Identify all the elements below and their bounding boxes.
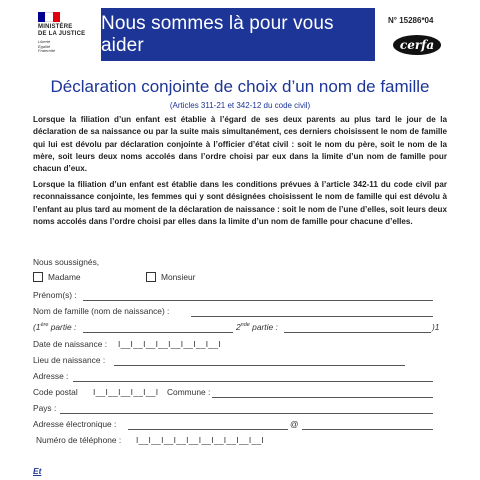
second-part-label [236,322,278,332]
cerfa-logo [392,34,442,56]
phone-label: Numéro de téléphone : [36,435,122,445]
ministry-logo [38,12,98,54]
email-label: Adresse électronique : [33,419,117,429]
second-part-text: partie : [249,322,278,332]
intro-paragraph-2: Lorsque la filiation d’un enfant est établie dans les conditions prévues à l’article 342-11 du code civil par reconnaissance conjointe, les femmes qui y sont désignées choisissent le nom de famille qui est dévolu à l’enfant au plus tard au moment de la déclaration de naissance : soit le nom de l’une d’elles, soit leurs deux noms accolés dans l’ordre choisi par elles dans la limite d’un nom de famille pour chacune d’elles. [33,180,447,226]
postal-code-field[interactable]: I__I__I__I__I__I [93,387,159,397]
second-part-num: 2 [236,322,241,332]
form-title: Déclaration conjointe de choix d’un nom de famille [50,77,430,96]
madame-label: Madame [48,272,81,282]
country-field[interactable] [60,413,433,414]
first-part-text: partie : [48,322,77,332]
address-field[interactable] [73,381,433,382]
madame-option[interactable] [33,272,81,282]
help-banner [101,8,375,61]
prenoms-field[interactable] [83,300,433,301]
commune-field[interactable] [212,397,433,398]
french-flag-icon [38,12,60,22]
cerfa-form-number: N° 15286*04 [388,16,434,25]
birth-place-label: Lieu de naissance : [33,355,106,365]
intro-paragraph-1: Lorsque la filiation d’un enfant est établie à l’égard de ses deux parents au plus tard le jour de la déclaration de sa naissance ou par la suite mais simultanément, ces derniers choisissent le nom de famille qui lui est dévolu par déclaration conjointe à l’officier d’état civil : soit le nom du père, soit le nom de la mère, soit leurs deux noms accolés dans l’ordre choisi par eux dans la limite d’un nom de famille pour chacun d’eux. [33,115,447,174]
second-part-sup: nde [240,322,250,328]
undersigned-label: Nous soussignés, [33,257,100,267]
birth-date-label: Date de naissance : [33,339,108,349]
prenoms-label: Prénom(s) : [33,290,77,300]
motto-liberte: Liberté [38,39,51,44]
email-at-sign: @ [290,419,299,429]
cerfa-logo-text: cerfa [399,38,435,52]
motto-fraternite: Fraternité [38,48,56,53]
address-label: Adresse : [33,371,69,381]
phone-field[interactable]: I__I__I__I__I__I__I__I__I__I__I [136,435,265,445]
email-domain-field[interactable] [302,429,433,430]
madame-checkbox[interactable] [33,272,43,282]
commune-label: Commune : [167,387,211,397]
and-separator: Et [33,466,42,476]
motto-egalite: Égalité [38,43,51,49]
ministry-name-line2: DE LA JUSTICE [38,31,86,37]
first-part-field[interactable] [83,332,233,333]
postal-code-label: Code postal [33,387,78,397]
form-subtitle: (Articles 311-21 et 342-12 du code civil) [169,101,311,110]
monsieur-checkbox[interactable] [146,272,156,282]
banner-text: Nous sommes là pour vous aider [101,12,334,56]
second-part-field[interactable] [284,332,431,333]
birth-date-field[interactable]: I__I__I__I__I__I__I__I__I [118,339,221,349]
first-part-label [33,322,76,332]
country-label: Pays : [33,403,57,413]
part-close: )1 [432,322,440,332]
first-part-open: (1 [33,322,41,332]
email-local-field[interactable] [128,429,288,430]
birth-place-field[interactable] [114,365,405,366]
family-name-label: Nom de famille (nom de naissance) : [33,306,170,316]
monsieur-option[interactable] [146,272,195,282]
monsieur-label: Monsieur [161,272,196,282]
family-name-field[interactable] [191,316,433,317]
first-part-sup: ère [40,322,49,328]
ministry-name-line1: MINISTÈRE [38,24,73,30]
